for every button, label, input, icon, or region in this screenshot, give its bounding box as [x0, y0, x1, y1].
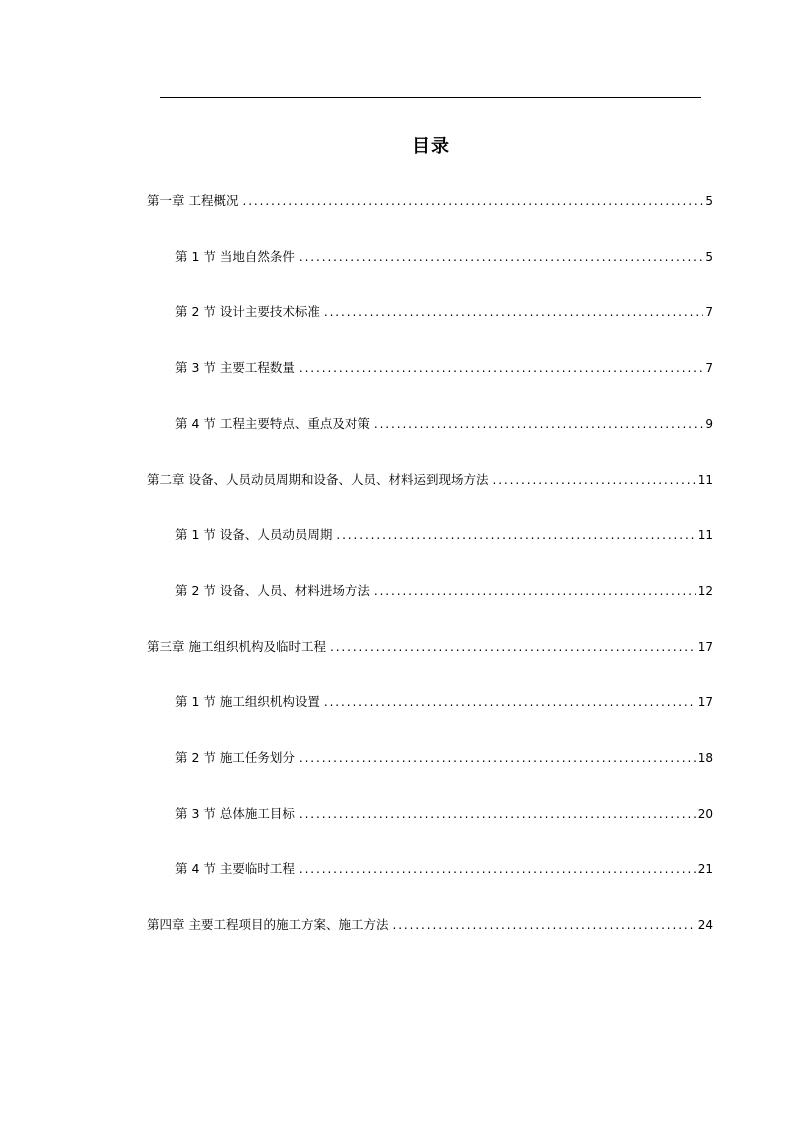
toc-entry[interactable]	[175, 304, 713, 320]
toc-leader-dots	[374, 583, 696, 599]
toc-entry-label: 第 1 节 当地自然条件	[175, 249, 295, 264]
toc-leader-dots	[492, 472, 695, 488]
toc-entry-label: 第 3 节 主要工程数量	[175, 360, 295, 375]
toc-entry-page: 9	[705, 417, 713, 431]
toc-leader-dots	[299, 806, 696, 822]
toc-entry-page: 17	[697, 640, 713, 654]
page-title: 目录	[412, 136, 450, 157]
toc-entry-label: 第四章 主要工程项目的施工方案、施工方法	[147, 917, 389, 932]
toc-entry[interactable]	[175, 527, 713, 543]
toc-leader-dots	[330, 639, 696, 655]
toc-entry-page: 24	[697, 918, 713, 932]
toc-leader-dots	[392, 917, 695, 933]
toc-entry[interactable]	[175, 806, 713, 822]
toc-entry[interactable]	[175, 416, 713, 432]
toc-entry[interactable]	[147, 639, 713, 655]
toc-leader-dots	[324, 304, 703, 320]
toc-entry[interactable]	[175, 694, 713, 710]
toc-entry-page: 21	[697, 862, 713, 876]
toc-entry[interactable]	[175, 750, 713, 766]
toc-leader-dots	[336, 527, 695, 543]
toc-entry-label: 第 1 节 施工组织机构设置	[175, 694, 320, 709]
toc-entry[interactable]	[175, 861, 713, 877]
toc-entry-page: 11	[697, 528, 713, 542]
toc-entry-label: 第 3 节 总体施工目标	[175, 806, 295, 821]
toc-entry-label: 第二章 设备、人员动员周期和设备、人员、材料运到现场方法	[147, 472, 489, 487]
toc-entry-label: 第 4 节 主要临时工程	[175, 861, 295, 876]
toc-entry-page: 7	[705, 305, 713, 319]
toc-entry-label: 第 1 节 设备、人员动员周期	[175, 527, 333, 542]
toc-entry-label: 第 2 节 设备、人员、材料进场方法	[175, 583, 370, 598]
toc-entry-page: 5	[705, 194, 713, 208]
toc-leader-dots	[299, 750, 696, 766]
toc-entry[interactable]	[147, 472, 713, 488]
toc-entry-page: 12	[697, 584, 713, 598]
toc-entry[interactable]	[147, 193, 713, 209]
toc-leader-dots	[374, 416, 703, 432]
toc-entry-page: 20	[697, 807, 713, 821]
toc-entry-label: 第 2 节 施工任务划分	[175, 750, 295, 765]
toc-entry-page: 11	[697, 473, 713, 487]
toc-leader-dots	[299, 249, 703, 265]
toc-entry[interactable]	[147, 917, 713, 933]
toc-leader-dots	[324, 694, 696, 710]
toc-entry-label: 第 4 节 工程主要特点、重点及对策	[175, 416, 370, 431]
toc-leader-dots	[242, 193, 703, 209]
toc-entry-page: 5	[705, 250, 713, 264]
header-rule	[160, 97, 701, 98]
toc-leader-dots	[299, 861, 696, 877]
toc-leader-dots	[299, 360, 703, 376]
toc-entry-page: 18	[697, 751, 713, 765]
toc-entry[interactable]	[175, 360, 713, 376]
toc-entry-label: 第 2 节 设计主要技术标准	[175, 304, 320, 319]
toc-entry-label: 第一章 工程概况	[147, 193, 239, 208]
toc-entry-page: 17	[697, 695, 713, 709]
toc-entry-label: 第三章 施工组织机构及临时工程	[147, 639, 326, 654]
toc-entry[interactable]	[175, 249, 713, 265]
toc-entry[interactable]	[175, 583, 713, 599]
toc-entry-page: 7	[705, 361, 713, 375]
